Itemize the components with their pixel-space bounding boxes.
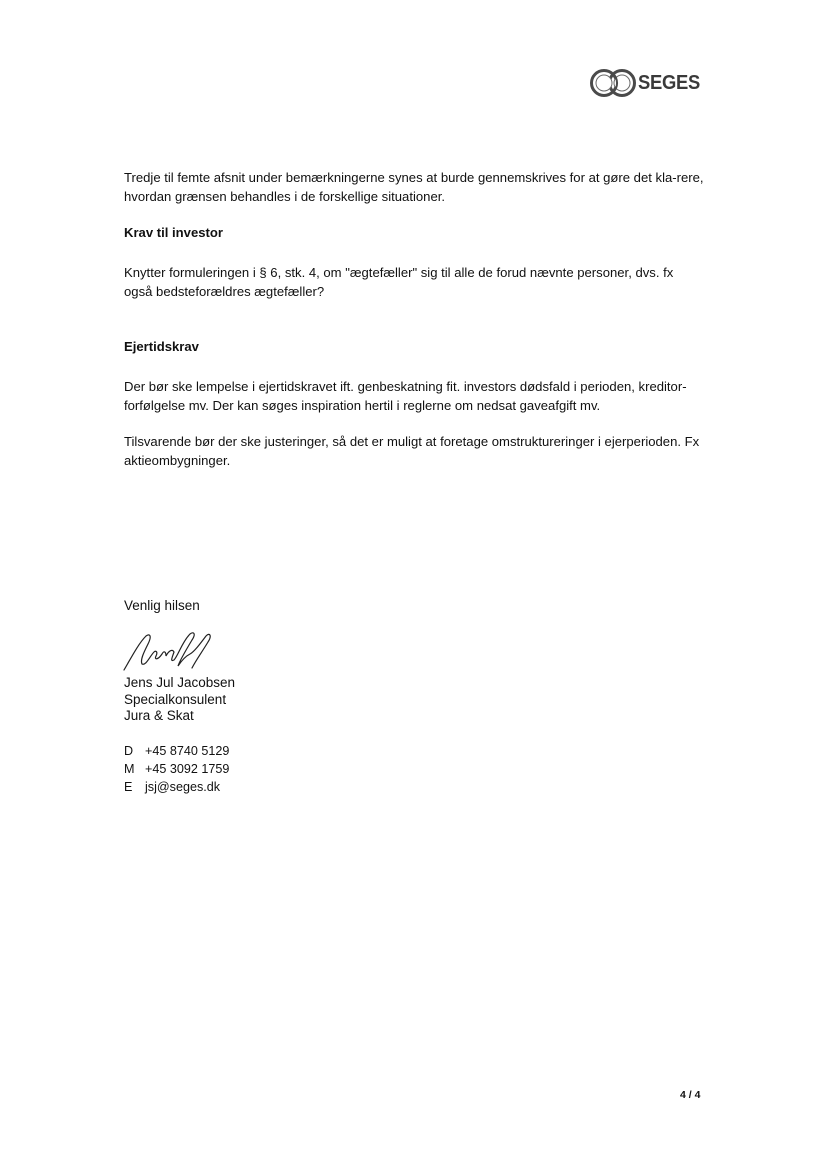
paragraph-ownership-adjust: Tilsvarende bør der ske justeringer, så det er muligt at foretage omstruktureringer i ejerperioden. Fx aktieombygninger. xyxy=(124,434,700,468)
contact-label: D xyxy=(124,744,134,758)
contact-list xyxy=(124,742,229,796)
handwritten-signature xyxy=(120,630,216,674)
contact-value: +45 3092 1759 xyxy=(145,762,230,776)
contact-email xyxy=(124,778,229,796)
page-number: 4 / 4 xyxy=(680,1089,701,1101)
contact-value: +45 8740 5129 xyxy=(145,744,230,758)
signer-name: Jens Jul Jacobsen xyxy=(124,675,236,690)
seges-logo-icon xyxy=(590,68,636,98)
email-link[interactable]: jsj@seges.dk xyxy=(145,780,221,794)
logo-text: SEGES xyxy=(638,71,701,94)
contact-label: E xyxy=(124,780,133,794)
signature-block xyxy=(124,675,235,725)
heading-ownership: Ejertidskrav xyxy=(124,339,199,354)
contact-direct xyxy=(124,742,229,760)
paragraph-investor: Knytter formuleringen i § 6, stk. 4, om "ægtefæller" sig til alle de forud nævnte personer, dvs. fx også bedsteforældres ægtefæller? xyxy=(124,265,674,299)
signer-title: Specialkonsulent xyxy=(124,691,227,707)
heading-investor: Krav til investor xyxy=(124,225,223,240)
paragraph-ownership-relief: Der bør ske lempelse i ejertidskravet ift. genbeskatning fit. investors dødsfald i perioden, kreditor-forfølgelse mv. Der kan søges inspiration hertil i reglerne om nedsat gaveafgift mv. xyxy=(124,379,687,413)
closing-greeting: Venlig hilsen xyxy=(124,598,200,613)
contact-label: M xyxy=(124,762,135,776)
signer-department: Jura & Skat xyxy=(124,708,194,723)
contact-mobile xyxy=(124,760,229,778)
seges-logo xyxy=(590,68,705,98)
paragraph-intro: Tredje til femte afsnit under bemærkningerne synes at burde gennemskrives for at gøre det kla-rere, hvordan grænsen behandles i de forskellige situationer. xyxy=(124,170,704,204)
